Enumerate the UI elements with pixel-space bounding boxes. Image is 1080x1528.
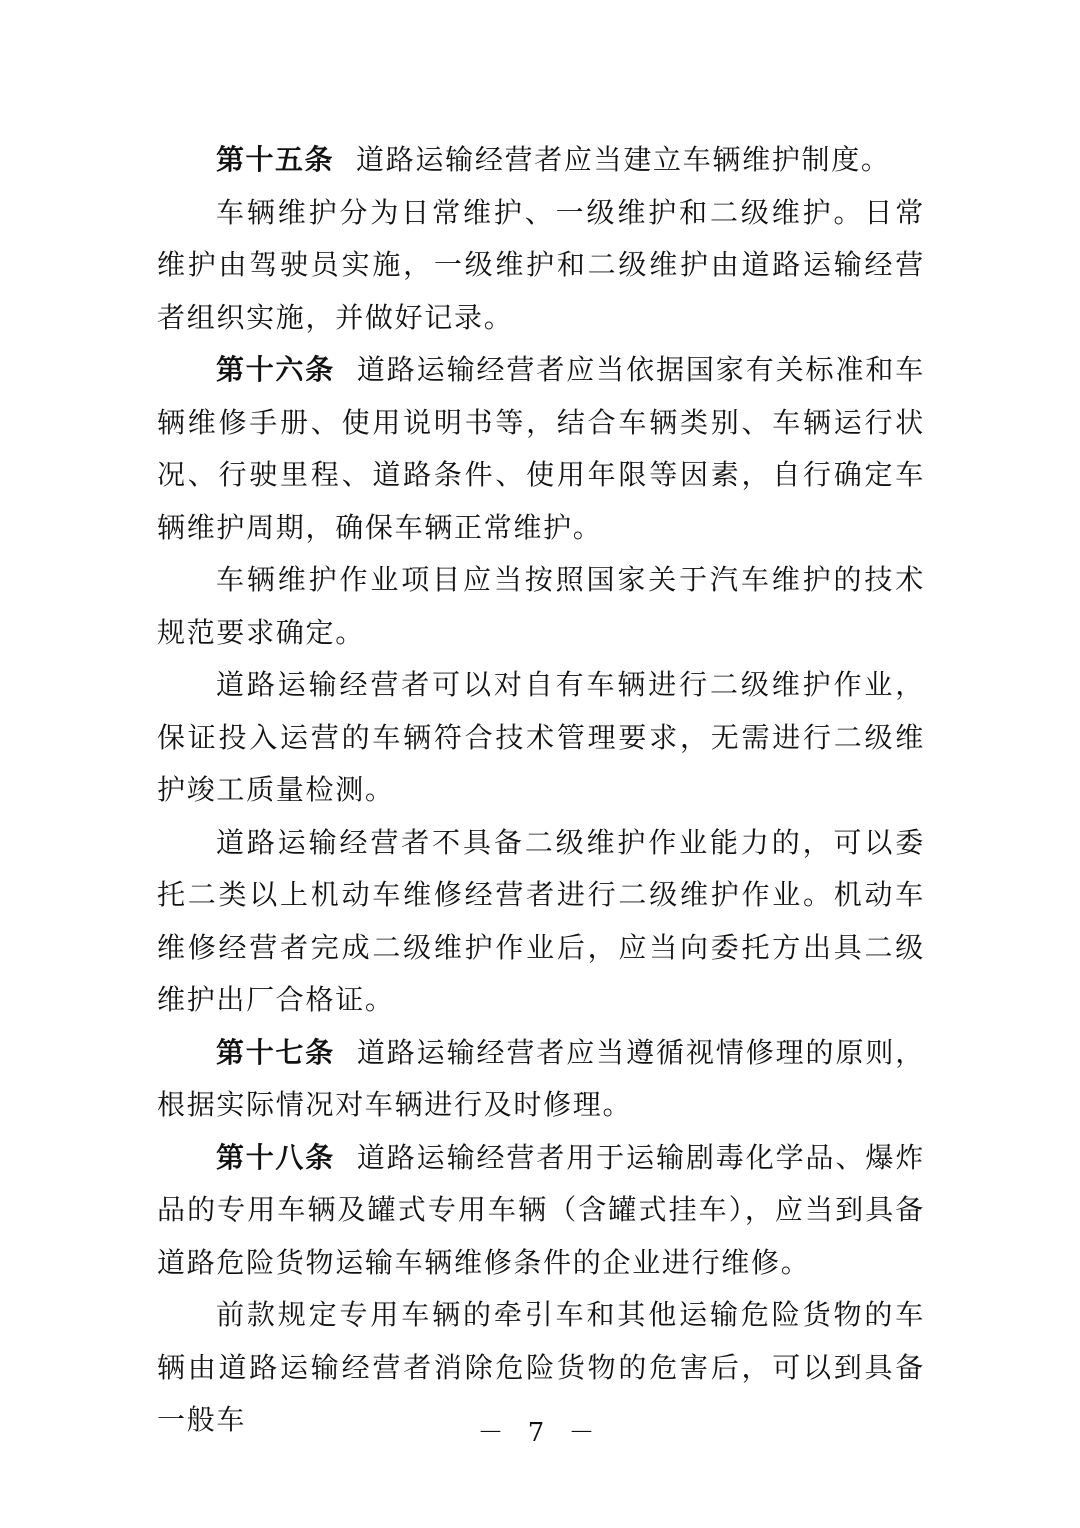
paragraph-maintenance-types — [157, 187, 925, 345]
paragraph-text: 车辆维护分为日常维护、一级维护和二级维护。日常维护由驾驶员实施，一级维护和二级维护由道路运输经营者组织实施，并做好记录。 — [157, 195, 925, 334]
paragraph-text: 道路运输经营者用于运输剧毒化学品、爆炸品的专用车辆及罐式专用车辆（含罐式挂车），应当到具备道路危险货物运输车辆维修条件的企业进行维修。 — [157, 1140, 925, 1279]
article-number: 第十六条 — [216, 353, 335, 386]
paragraph-text: 道路运输经营者应当遵循视情修理的原则，根据实际情况对车辆进行及时修理。 — [157, 1035, 925, 1121]
paragraph-entrusted-maintenance — [157, 817, 925, 1027]
paragraph-article-16 — [157, 344, 925, 554]
page-number: － 7 － — [477, 1418, 603, 1448]
paragraph-text: 道路运输经营者应当建立车辆维护制度。 — [356, 143, 891, 176]
paragraph-article-18 — [157, 1132, 925, 1290]
paragraph-text: 车辆维护作业项目应当按照国家关于汽车维护的技术规范要求确定。 — [157, 563, 925, 649]
article-number: 第十五条 — [216, 143, 335, 176]
paragraph-article-17 — [157, 1027, 925, 1132]
paragraph-maintenance-items — [157, 554, 925, 659]
paragraph-text: 前款规定专用车辆的牵引车和其他运输危险货物的车辆由道路运输经营者消除危险货物的危害后，可以到具备一般车 — [157, 1298, 925, 1436]
document-body — [157, 134, 925, 1447]
paragraph-article-15 — [157, 134, 925, 187]
article-number: 第十七条 — [216, 1035, 335, 1069]
paragraph-text: 道路运输经营者可以对自有车辆进行二级维护作业，保证投入运营的车辆符合技术管理要求，无需进行二级维护竣工质量检测。 — [157, 668, 925, 806]
paragraph-text: 道路运输经营者应当依据国家有关标准和车辆维修手册、使用说明书等，结合车辆类别、车辆运行状况、行驶里程、道路条件、使用年限等因素，自行确定车辆维护周期，确保车辆正常维护。 — [157, 353, 925, 544]
paragraph-text: 道路运输经营者不具备二级维护作业能力的，可以委托二类以上机动车维修经营者进行二级维护作业。机动车维修经营者完成二级维护作业后，应当向委托方出具二级维护出厂合格证。 — [157, 825, 925, 1016]
paragraph-self-maintenance — [157, 659, 925, 817]
article-number: 第十八条 — [216, 1140, 335, 1174]
